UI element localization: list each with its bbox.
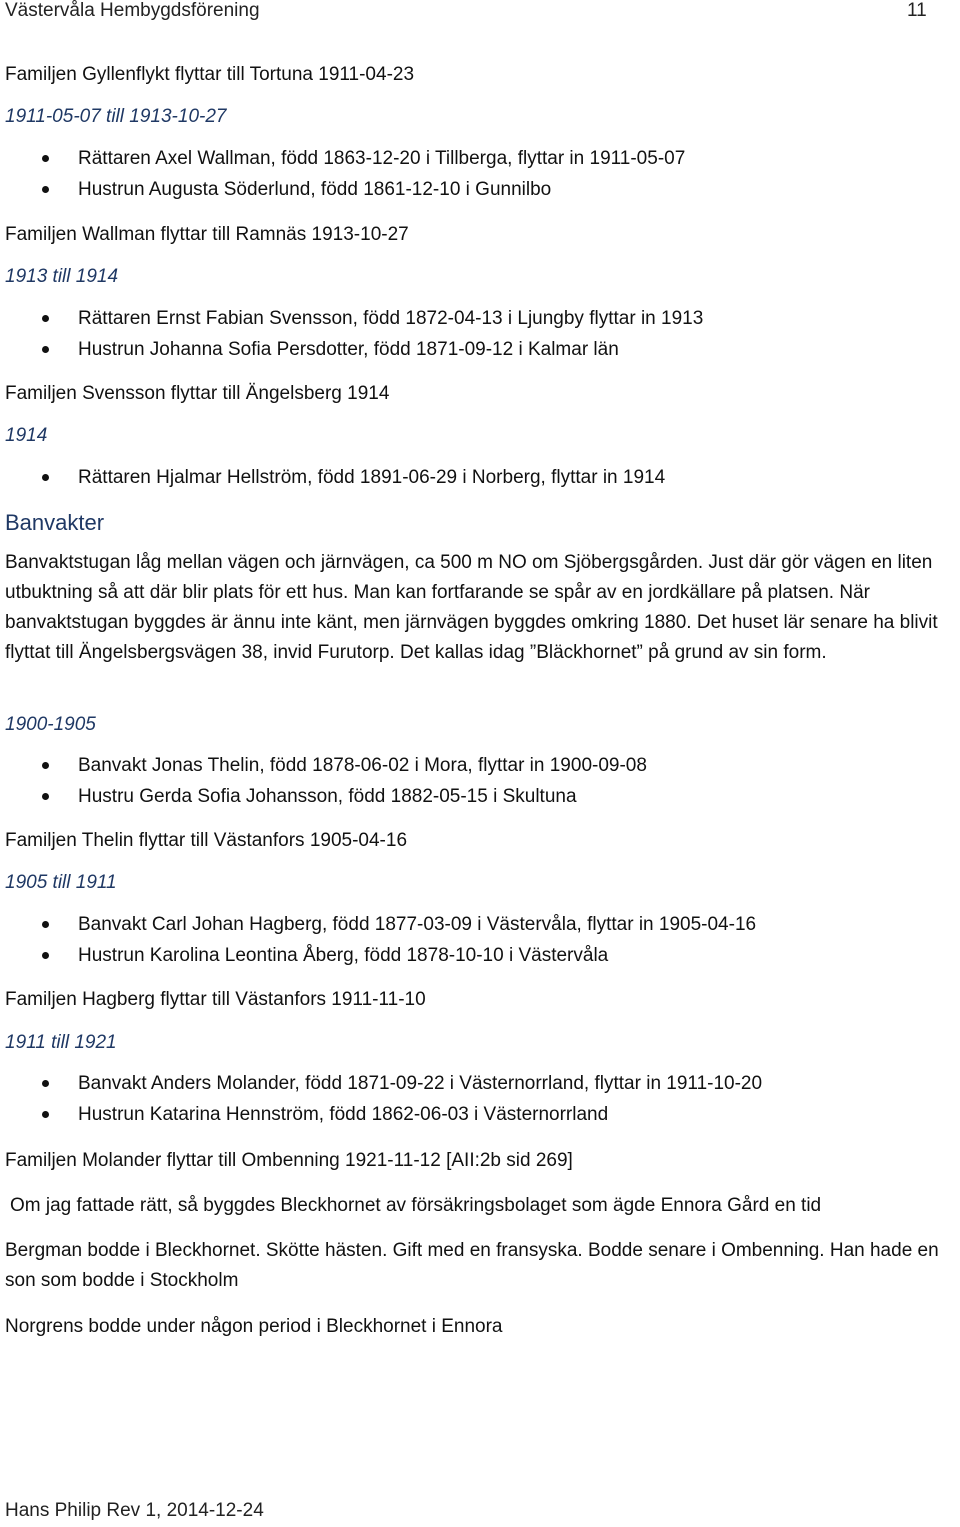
hagberg-move: Familjen Hagberg flyttar till Västanfors 1911-11-10 bbox=[5, 989, 426, 1010]
list-item: Hustru Gerda Sofia Johansson, född 1882-05-15 i Skultuna bbox=[0, 781, 647, 812]
list-item: Banvakt Jonas Thelin, född 1878-06-02 i Mora, flyttar in 1900-09-08 bbox=[0, 750, 647, 781]
period-1914: 1914 bbox=[5, 425, 48, 446]
gyllenflykt-move: Familjen Gyllenflykt flyttar till Tortuna 1911-04-23 bbox=[5, 64, 415, 85]
period-1911-1913: 1911-05-07 till 1913-10-27 bbox=[5, 106, 227, 127]
banvakt-list-1905 bbox=[0, 909, 756, 971]
residents-list-1914 bbox=[0, 462, 665, 493]
period-1905-1911: 1905 till 1911 bbox=[5, 872, 117, 893]
period-1913-1914: 1913 till 1914 bbox=[5, 266, 119, 287]
list-item: Hustrun Katarina Hennström, född 1862-06-03 i Västernorrland bbox=[0, 1099, 762, 1130]
period-1900-1905: 1900-1905 bbox=[5, 714, 96, 735]
list-item: Rättaren Ernst Fabian Svensson, född 1872-04-13 i Ljungby flyttar in 1913 bbox=[0, 303, 703, 334]
note-norgrens: Norgrens bodde under någon period i Bleckhornet i Ennora bbox=[5, 1316, 503, 1337]
list-item: Banvakt Carl Johan Hagberg, född 1877-03-09 i Västervåla, flyttar in 1905-04-16 bbox=[0, 909, 756, 940]
header-org: Västervåla Hembygdsförening bbox=[5, 0, 260, 21]
list-item: Banvakt Anders Molander, född 1871-09-22 i Västernorrland, flyttar in 1911-10-20 bbox=[0, 1068, 762, 1099]
svensson-move: Familjen Svensson flyttar till Ängelsberg 1914 bbox=[5, 383, 390, 404]
list-item: Hustrun Johanna Sofia Persdotter, född 1871-09-12 i Kalmar län bbox=[0, 334, 703, 365]
intro-paragraph: Banvaktstugan låg mellan vägen och järnvägen, ca 500 m NO om Sjöbergsgården. Just där gör vägen en liten utbuktning så att där blir plats för ett hus. Man kan fortfarande se spår av en jordkällare på platsen. När banvaktstugan byggdes är ännu inte känt, men järnvägen byggdes omkring 1880. Det huset lär senare ha blivit flyttat till Ängelsbergsvägen 38, invid Furutorp. Det kallas idag ”Bläckhornet” på grund av sin form. bbox=[5, 552, 938, 663]
list-item: Rättaren Hjalmar Hellström, född 1891-06-29 i Norberg, flyttar in 1914 bbox=[0, 462, 665, 493]
period-1911-1921: 1911 till 1921 bbox=[5, 1032, 117, 1053]
residents-list-1913 bbox=[0, 303, 703, 365]
molander-move: Familjen Molander flyttar till Ombenning 1921-11-12 [AII:2b sid 269] bbox=[5, 1150, 573, 1171]
residents-list-1911 bbox=[0, 143, 685, 205]
footer-revision: Hans Philip Rev 1, 2014-12-24 bbox=[5, 1500, 264, 1521]
banvakt-list-1911 bbox=[0, 1068, 762, 1130]
wallman-move: Familjen Wallman flyttar till Ramnäs 1913-10-27 bbox=[5, 224, 409, 245]
note-bergman: Bergman bodde i Bleckhornet. Skötte hästen. Gift med en fransyska. Bodde senare i Ombenning. Han hade en son som bodde i Stockholm bbox=[5, 1240, 939, 1291]
page-number: 11 bbox=[907, 0, 927, 21]
list-item: Hustrun Karolina Leontina Åberg, född 1878-10-10 i Västervåla bbox=[0, 940, 756, 971]
section-heading: Banvakter bbox=[5, 510, 105, 535]
list-item: Rättaren Axel Wallman, född 1863-12-20 i Tillberga, flyttar in 1911-05-07 bbox=[0, 143, 685, 174]
banvakt-list-1900 bbox=[0, 750, 647, 812]
list-item: Hustrun Augusta Söderlund, född 1861-12-10 i Gunnilbo bbox=[0, 174, 685, 205]
thelin-move: Familjen Thelin flyttar till Västanfors 1905-04-16 bbox=[5, 830, 408, 851]
note-bleckhornet-built: Om jag fattade rätt, så byggdes Bleckhornet av försäkringsbolaget som ägde Ennora Gård en tid bbox=[10, 1195, 822, 1216]
